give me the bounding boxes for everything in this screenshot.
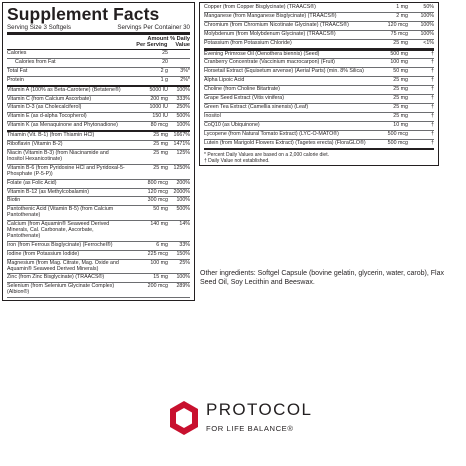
other-ingredients: Other ingredients: Softgel Capsule (bovine gelatin, glycerin, water, carob), Flax Seed Oil, Soy Lecithin and Beeswax. [200,270,444,286]
nutrient-amount: 500 mcg [387,130,408,137]
nutrient-daily-value: 100% [420,12,434,19]
nutrient-name: Zinc (from Zinc Bisglycinate) (TRAACS®) [7,274,105,281]
nutrient-name: Vitamin C (from Calcium Ascorbate) [7,95,92,102]
nutrient-amount: 25 mg [393,77,408,84]
nutrient-daily-value: 1250% [173,164,190,171]
nutrient-amount: 80 mcg [150,122,168,129]
nutrient-row [7,189,190,198]
nutrient-row [204,40,434,51]
footnote-dagger: † Daily Value not established. [204,157,270,164]
nutrient-daily-value: † [431,59,434,66]
nutrient-row [7,251,190,260]
hexagon-logo-icon [168,400,200,436]
nutrient-row [7,68,190,77]
nutrient-amount: 25 [162,50,168,56]
nutrient-name: Pantothenic Acid (Vitamin B-5) (from Calcium Pantothenate) [7,206,114,219]
nutrient-row [204,122,434,131]
nutrient-name: Potassium (from Potassium Chloride) [204,39,292,46]
nutrient-name: Thiamin (Vit. B-1) (from Thiamin HCl) [7,132,95,139]
nutrient-row [7,274,190,283]
nutrient-daily-value: 3%* [180,67,190,74]
nutrient-daily-value: † [431,77,434,84]
nutrient-amount: 75 mcg [390,30,408,37]
nutrient-daily-value: 150% [176,250,190,257]
nutrient-amount: 800 mcg [147,179,168,186]
nutrient-daily-value: † [431,130,434,137]
nutrient-amount: 15 mg [153,274,168,281]
nutrient-amount: 120 mcg [147,188,168,195]
serving-info [7,24,190,35]
nutrient-name: Protein [7,76,24,83]
nutrient-daily-value: 33% [179,241,190,248]
nutrient-row [7,50,190,59]
nutrient-name: Total Fat [7,67,28,74]
nutrient-row [7,180,190,189]
nutrient-name: Copper (from Copper Bisglycinate) (TRAACS®) [204,4,316,10]
nutrient-daily-value: 2000% [173,188,190,195]
nutrient-name: Calories from Fat [15,58,56,65]
nutrient-row [204,140,434,150]
nutrient-name: Manganese (from Manganese Bisglycinate) (TRAACS®) [204,12,337,19]
nutrient-amount: 25 mg [393,112,408,119]
footnotes [204,150,434,164]
nutrient-name: Selenium (from Selenium Glycinate Complex) (Albion®) [7,283,115,296]
nutrient-row [7,59,190,68]
nutrient-amount: 1 g [160,76,168,83]
nutrient-name: Calcium (from Aquamin® Seaweed Derived Minerals, Cal. Carbonate, Ascorbate, Pantothenate) [7,221,110,239]
col-per-serving-label: Per Serving [136,42,168,48]
nutrient-amount: 25 mg [153,141,168,148]
nutrient-name: Lutein (from Marigold Flowers Extract) (Tagetes erecta) (FloraGLO®) [204,139,366,146]
nutrient-row [204,95,434,104]
nutrient-name: Evening Primrose Oil (Oenothera biennis) (Seed) [204,50,320,57]
nutrient-row [204,113,434,122]
nutrient-daily-value: † [431,139,434,146]
left-nutrient-list [7,50,190,298]
nutrient-row [7,122,190,132]
nutrient-amount: 50 mg [393,68,408,75]
nutrient-row [204,4,434,13]
nutrient-daily-value: <1% [423,39,434,46]
nutrient-daily-value: 50% [423,4,434,10]
nutrient-daily-value: † [431,86,434,93]
nutrient-name: Biotin [7,197,21,204]
nutrient-daily-value: 200% [176,179,190,186]
nutrient-row [204,59,434,68]
nutrient-name: Vitamin A (100% as Beta-Carotene) (Betatene®) [7,86,121,93]
nutrient-daily-value: 250% [176,104,190,111]
column-header [7,35,190,50]
nutrient-row [204,22,434,31]
nutrient-amount: 25 mg [393,39,408,46]
nutrient-daily-value: 1471% [173,141,190,148]
nutrient-daily-value: 125% [176,149,190,156]
nutrient-row [7,77,190,87]
nutrient-name: CoQ10 (as Ubiquinone) [204,121,260,128]
supplement-facts-panel-left [2,2,195,301]
nutrient-name: Vitamin D-3 (as Cholecalciferol) [7,104,82,111]
nutrient-row [7,165,190,180]
nutrient-amount: 25 mg [153,132,168,139]
nutrient-amount: 200 mcg [147,283,168,290]
nutrient-row [204,104,434,113]
nutrient-row [7,260,190,275]
nutrient-name: Vitamin K (as Menaquinone and Phytonadione) [7,122,118,129]
nutrient-amount: 120 mcg [387,21,408,28]
nutrient-amount: 2 g [160,67,168,74]
nutrient-daily-value: 289% [176,283,190,290]
nutrient-row [7,113,190,122]
nutrient-row [7,283,190,298]
nutrient-row [204,51,434,60]
nutrient-amount: 500 mcg [387,139,408,146]
nutrient-amount: 6 mg [156,241,168,248]
brand-name: PROTOCOL [206,400,313,419]
nutrient-name: Molybdenum (from Molybdenum Glycinate) (TRAACS®) [204,30,336,37]
nutrient-amount: 100 mg [390,59,408,66]
nutrient-daily-value: † [431,95,434,102]
nutrient-daily-value: 100% [176,274,190,281]
nutrient-row [7,221,190,242]
nutrient-name: Inositol [204,112,221,119]
panel-title: Supplement Facts [7,4,160,24]
nutrient-amount: 2 mg [396,12,408,19]
nutrient-amount: 25 mg [153,164,168,171]
nutrient-daily-value: 100% [420,30,434,37]
nutrient-row [7,104,190,113]
nutrient-amount: 225 mcg [147,250,168,257]
nutrient-name: Vitamin B-6 (from Pyridoxine HCl and Pyridoxal-5-Phosphate (P-5-P)) [7,164,125,177]
nutrient-name: Calories [7,50,27,56]
nutrient-name: Riboflavin (Vitamin B-2) [7,141,63,148]
nutrient-row [7,197,190,206]
nutrient-name: Iron (from Ferrous Bisglycinate) (Ferrochel®) [7,241,113,248]
nutrient-amount: 10 mg [393,121,408,128]
col-amount-label: Amount % Daily [147,36,190,42]
nutrient-row [204,77,434,86]
nutrient-name: Magnesium (from Mag. Citrate, Mag. Oxide and Aquamin® Seaweed Derived Minerals) [7,259,119,272]
nutrient-amount: 500 mg [390,50,408,57]
nutrient-row [7,141,190,150]
nutrient-daily-value: † [431,68,434,75]
nutrient-amount: 1000 IU [149,104,168,111]
col-value-label: Value [175,42,190,48]
nutrient-name: Niacin (Vitamin B-3) (from Niacinamide and Inositol Hexanicotinate) [7,149,109,162]
nutrient-amount: 25 mg [153,149,168,156]
nutrient-row [204,13,434,22]
nutrient-row [7,96,190,105]
footnote-dv: * Percent Daily Values are based on a 2,000 calorie diet. [204,151,329,158]
nutrient-daily-value: 100% [176,86,190,93]
nutrient-daily-value: † [431,50,434,57]
nutrient-row [204,131,434,140]
nutrient-daily-value: 500% [176,206,190,213]
nutrient-row [7,150,190,165]
right-nutrient-list [204,4,434,150]
nutrient-daily-value: 333% [176,95,190,102]
nutrient-row [7,132,190,141]
nutrient-row [204,86,434,95]
nutrient-name: Cranberry Concentrate (Vaccinium macrocarpon) (Fruit) [204,59,335,66]
nutrient-daily-value: † [431,121,434,128]
nutrient-daily-value: 25% [179,259,190,266]
nutrient-daily-value: 100% [176,122,190,129]
nutrient-amount: 1 mg [396,4,408,10]
nutrient-name: Green Tea Extract (Camellia sinensis) (Leaf) [204,103,309,110]
nutrient-name: Lycopene (from Natural Tomato Extract) (LYC-O-MATO®) [204,130,339,137]
nutrient-daily-value: 500% [176,113,190,120]
nutrient-daily-value: 2%* [180,76,190,83]
nutrient-name: Iodine (from Potassium Iodide) [7,250,80,257]
nutrient-amount: 300 mcg [147,197,168,204]
nutrient-row [7,242,190,251]
nutrient-name: Folate (as Folic Acid) [7,179,57,186]
brand-tagline: FOR LIFE BALANCE® [206,424,294,433]
nutrient-amount: 200 mg [150,95,168,102]
nutrient-name: Chromium (from Chromium Nicotinate Glycinate) (TRAACS®) [204,21,349,28]
nutrient-daily-value: † [431,112,434,119]
serving-size: Serving Size 3 Softgels [7,24,71,31]
nutrient-amount: 150 IU [152,113,168,120]
nutrient-name: Choline (from Choline Bitartrate) [204,86,280,93]
nutrient-name: Vitamin B-12 (as Methylcobalamin) [7,188,90,195]
nutrient-daily-value: 14% [179,221,190,228]
servings-per-container: Servings Per Container 30 [117,24,190,31]
brand-logo [168,398,318,446]
nutrient-amount: 100 mg [150,259,168,266]
nutrient-amount: 25 mg [393,86,408,93]
supplement-facts-panel-right [199,2,439,166]
nutrient-daily-value: † [431,103,434,110]
nutrient-daily-value: 100% [420,21,434,28]
nutrient-amount: 140 mg [150,221,168,228]
nutrient-amount: 20 [162,58,168,65]
nutrient-name: Horsetail Extract (Equisetum arvense) (Aerial Parts) (min. 8% Silica) [204,68,364,75]
nutrient-name: Vitamin E (as d-alpha Tocopherol) [7,113,87,120]
nutrient-row [204,31,434,40]
nutrient-amount: 5000 IU [149,86,168,93]
nutrient-name: Grape Seed Extract (Vitis vinifera) [204,95,284,102]
nutrient-name: Alpha Lipoic Acid [204,77,245,84]
nutrient-row [7,206,190,221]
nutrient-daily-value: 1667% [173,132,190,139]
nutrient-amount: 25 mg [393,95,408,102]
nutrient-amount: 50 mg [153,206,168,213]
nutrient-row [204,68,434,77]
nutrient-daily-value: 100% [176,197,190,204]
nutrient-amount: 25 mg [393,103,408,110]
nutrient-row [7,87,190,96]
